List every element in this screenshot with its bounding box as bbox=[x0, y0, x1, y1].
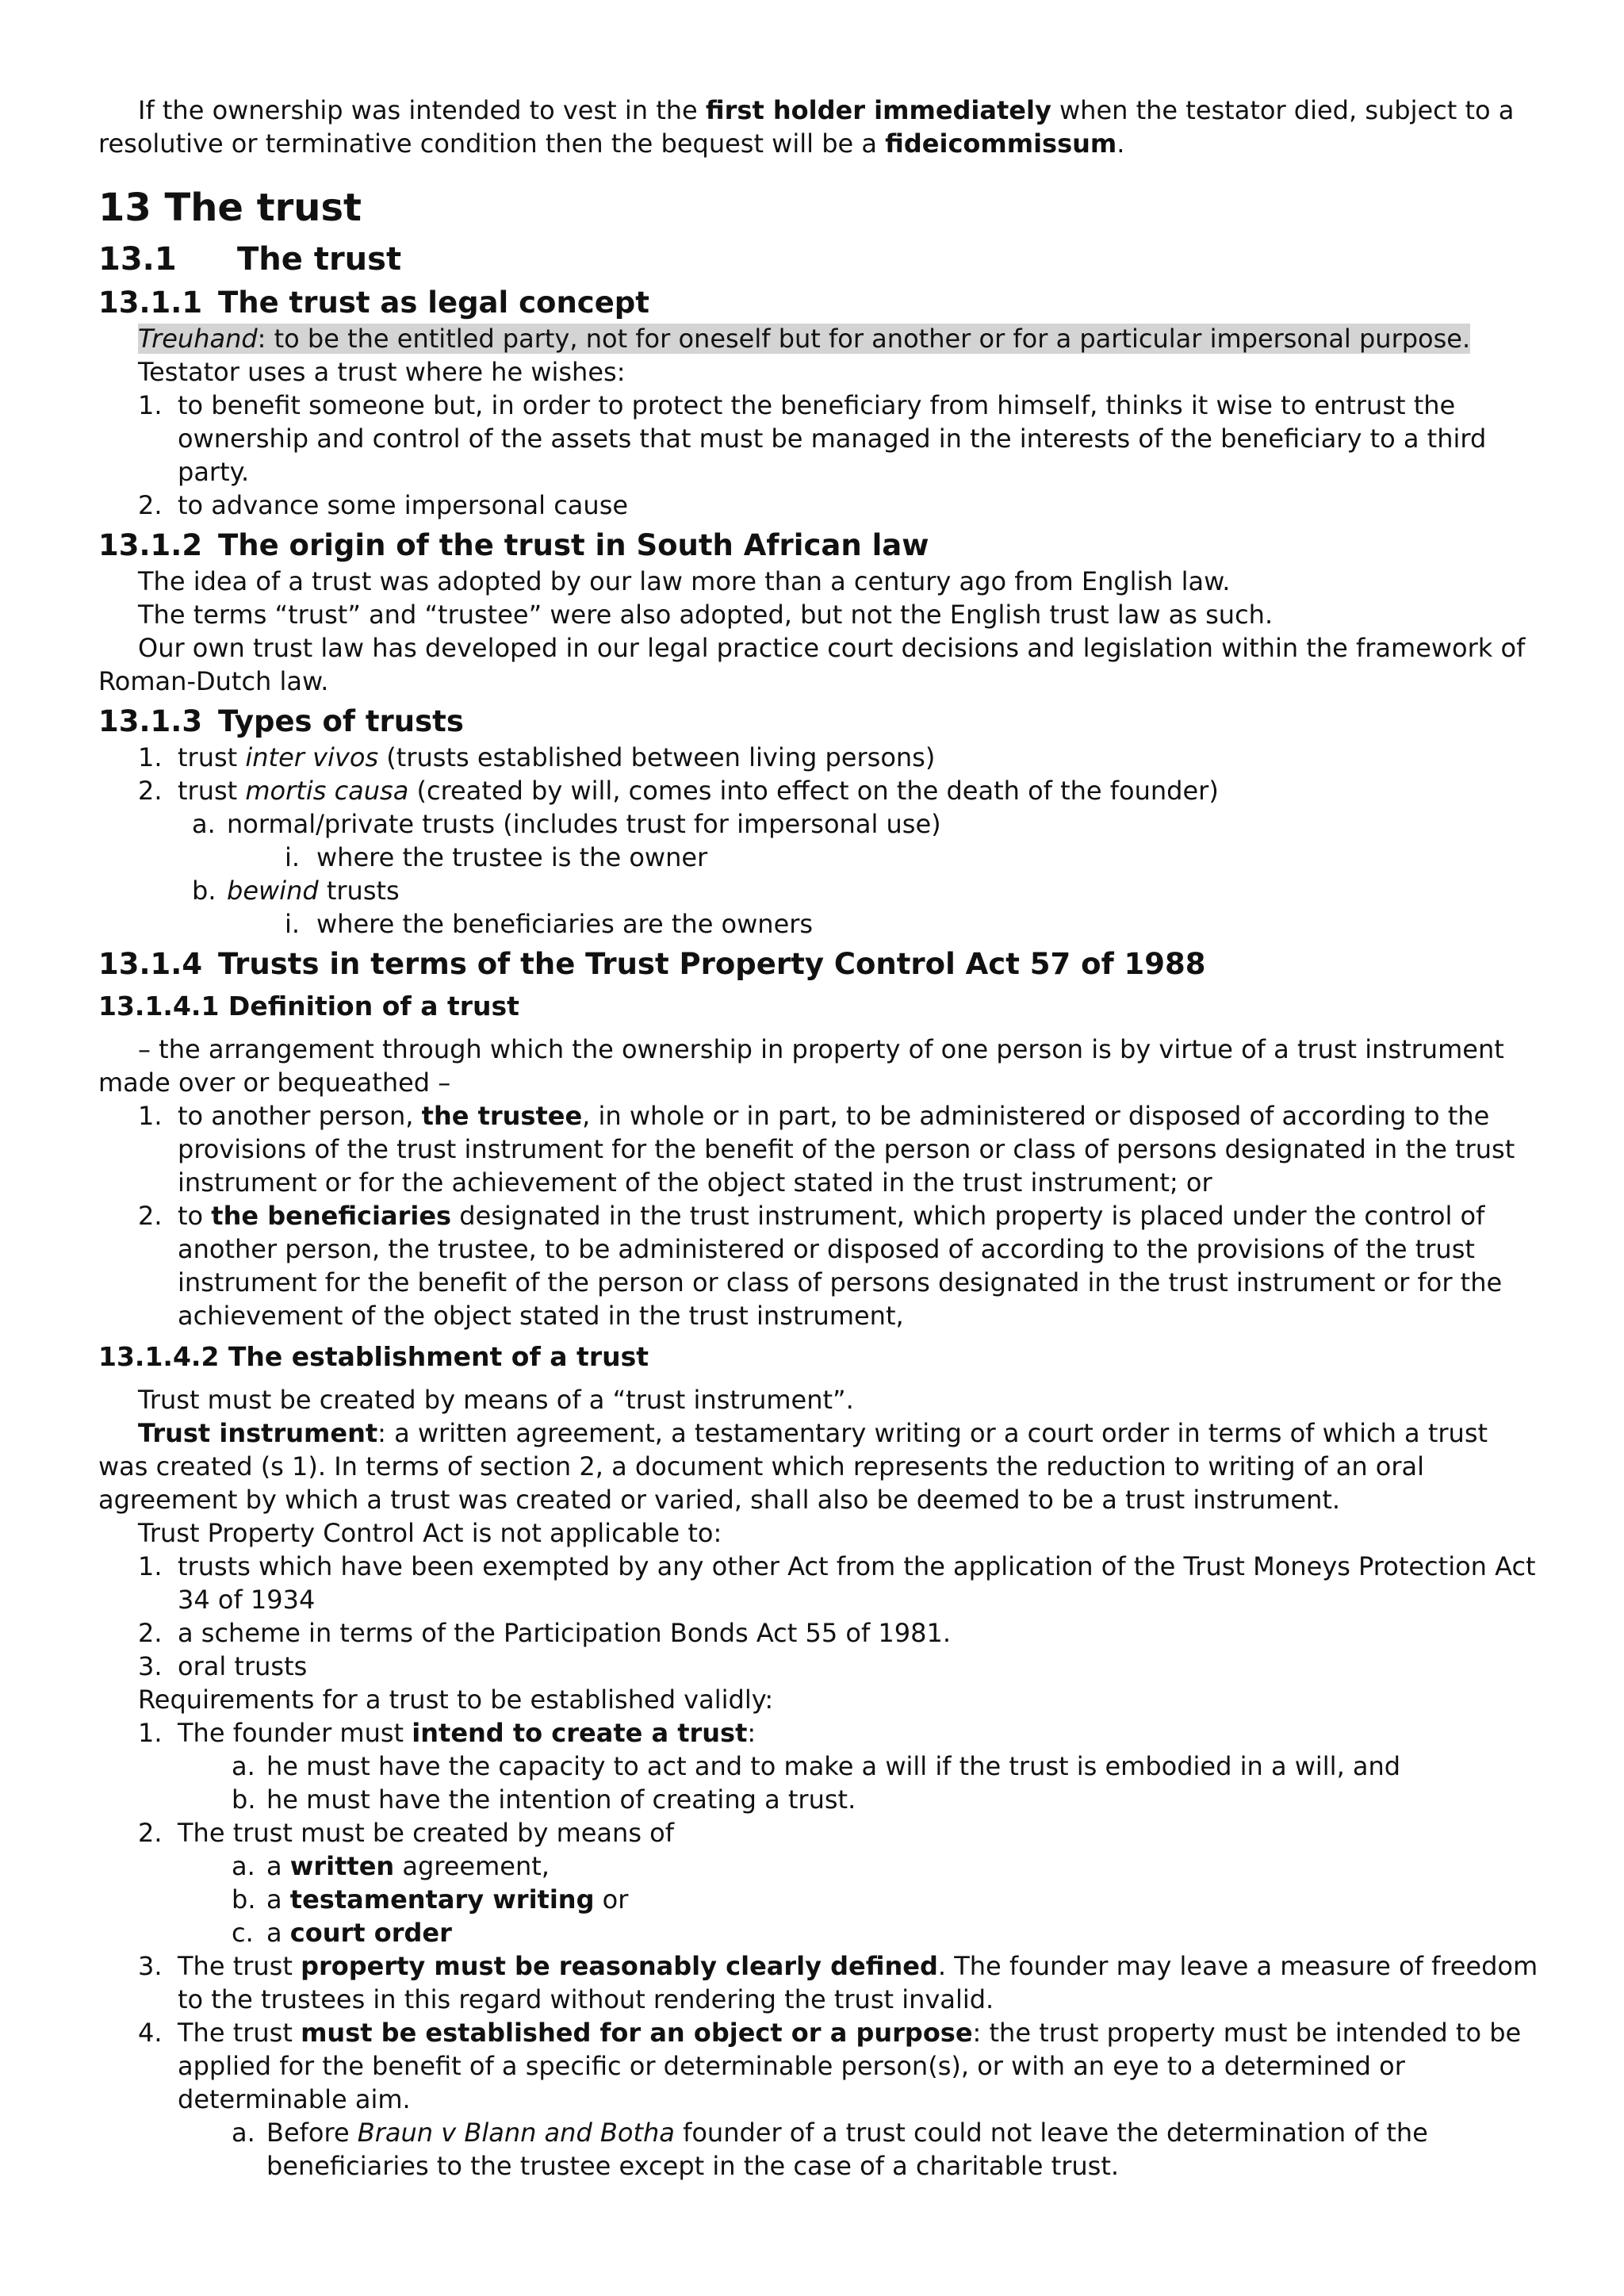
list-marker: a. bbox=[232, 1851, 255, 1881]
types-subsublist bbox=[98, 907, 1542, 941]
list-marker: 4. bbox=[138, 2018, 163, 2048]
list-item bbox=[138, 1716, 1542, 1816]
list-marker: b. bbox=[232, 1884, 256, 1915]
section-number: 13.1.3 bbox=[98, 704, 203, 738]
list-item-text: : bbox=[747, 1718, 756, 1748]
list-marker: 3. bbox=[138, 1951, 163, 1981]
types-subsublist bbox=[98, 841, 1542, 874]
section-heading-13-1-4-1 bbox=[98, 990, 1542, 1023]
list-marker: 2. bbox=[138, 490, 163, 520]
chapter-heading: 13 The trust bbox=[98, 186, 362, 230]
requirements-list bbox=[98, 1716, 1542, 2183]
uses-list bbox=[98, 389, 1542, 522]
treuhand-definition bbox=[98, 322, 1542, 355]
list-marker: b. bbox=[232, 1784, 256, 1815]
list-item-text: a bbox=[266, 1851, 290, 1881]
list-item-text: he must have the capacity to act and to make a will if the trust is embodied in a will, and bbox=[266, 1751, 1401, 1781]
intro-text-2: when the testator died, subject to a resolutive or terminative condition then the bequest will be a bbox=[98, 95, 1515, 159]
list-item bbox=[277, 907, 1542, 941]
list-item-text: . The founder may leave a measure of freedom to the trustees in this regard without rendering the trust invalid. bbox=[178, 1951, 1538, 2014]
section-title: Definition of a trust bbox=[228, 991, 519, 1022]
list-item bbox=[138, 741, 1542, 774]
list-marker: 1. bbox=[138, 742, 163, 772]
definition-text: : to be the entitled party, not for oneself but for another or for a particular impersonal purpose. bbox=[257, 324, 1471, 354]
bold-term: the beneficiaries bbox=[211, 1201, 452, 1231]
requirements-sublist bbox=[178, 2116, 1542, 2183]
origin-paragraph-1: The idea of a trust was adopted by our law more than a century ago from English law. bbox=[138, 566, 1231, 596]
bold-term: the trustee bbox=[421, 1101, 583, 1131]
section-number: 13.1.2 bbox=[98, 528, 203, 562]
list-marker: 1. bbox=[138, 1551, 163, 1581]
types-sublist bbox=[98, 807, 1542, 841]
list-item-text: or bbox=[594, 1884, 629, 1915]
list-item-text: : the trust property must be intended to be applied for the benefit of a specific or determinable person(s), or with an eye to a determined or determinable aim. bbox=[178, 2018, 1522, 2114]
intro-text-3: . bbox=[1116, 128, 1125, 159]
bold-term: intend to create a trust bbox=[412, 1718, 748, 1748]
section-number: 13.1 bbox=[98, 241, 177, 278]
intro-text-1: If the ownership was intended to vest in the bbox=[138, 95, 706, 125]
list-item-text: designated in the trust instrument, which property is placed under the control of another person, the trustee, to be administered or disposed of according to the provisions of the trust instrument for the benefit of the person or class of persons designated in the trust instrument or for the achievement of the object stated in the trust instrument, bbox=[178, 1201, 1503, 1331]
not-applicable-list bbox=[98, 1550, 1542, 1683]
list-item-text: The trust bbox=[178, 1951, 301, 1981]
list-item-text: (trusts established between living persons) bbox=[378, 742, 936, 772]
establishment-paragraph-2 bbox=[98, 1416, 1542, 1516]
section-title: The trust as legal concept bbox=[218, 286, 649, 320]
origin-paragraph-3: Our own trust law has developed in our legal practice court decisions and legislation within the framework of Roman-Dutch law. bbox=[98, 633, 1526, 696]
list-item bbox=[138, 1650, 1542, 1683]
section-title: The trust bbox=[237, 241, 402, 278]
document-page bbox=[98, 94, 1542, 2183]
list-item-text: a scheme in terms of the Participation Bonds Act 55 of 1981. bbox=[178, 1618, 951, 1648]
list-marker: 1. bbox=[138, 1718, 163, 1748]
highlighted-definition bbox=[138, 324, 1470, 354]
bold-term: testamentary writing bbox=[289, 1884, 595, 1915]
section-heading-13-1-3 bbox=[98, 704, 1542, 739]
list-item-text: where the trustee is the owner bbox=[316, 842, 708, 872]
list-item bbox=[138, 1199, 1542, 1332]
bold-term: court order bbox=[289, 1918, 452, 1948]
types-sublist bbox=[98, 874, 1542, 907]
section-heading-13-1 bbox=[98, 240, 1542, 279]
list-marker: 1. bbox=[138, 390, 163, 420]
list-marker: b. bbox=[192, 876, 216, 906]
list-item-text: to benefit someone but, in order to protect the beneficiary from himself, thinks it wise to entrust the ownership and control of the assets that must be managed in the interests of the beneficiary to a third party. bbox=[178, 390, 1487, 487]
bold-term: must be established for an object or a purpose bbox=[301, 2018, 973, 2048]
list-item-text: (created by will, comes into effect on the death of the founder) bbox=[408, 776, 1219, 806]
list-item-text: The trust must be created by means of bbox=[178, 1818, 674, 1848]
section-title: The origin of the trust in South African law bbox=[218, 528, 929, 562]
section-title: Trusts in terms of the Trust Property Control Act 57 of 1988 bbox=[218, 947, 1206, 981]
list-item bbox=[178, 807, 1542, 841]
list-marker: a. bbox=[232, 2118, 255, 2148]
types-list bbox=[98, 741, 1542, 807]
list-item-text: where the beneficiaries are the owners bbox=[316, 909, 814, 939]
list-item bbox=[178, 874, 1542, 907]
list-marker: i. bbox=[285, 842, 301, 872]
requirements-intro: Requirements for a trust to be established validly: bbox=[138, 1685, 774, 1715]
intro-bold-1: first holder immediately bbox=[705, 95, 1051, 125]
list-item bbox=[217, 1916, 1542, 1949]
definition-term: Treuhand bbox=[138, 324, 258, 354]
section-heading-13-1-4 bbox=[98, 947, 1542, 982]
list-item-text: oral trusts bbox=[178, 1651, 308, 1681]
list-item-text: founder of a trust could not leave the determination of the beneficiaries to the trustee except in the case of a charitable trust. bbox=[266, 2118, 1428, 2181]
section-number: 13.1.4.2 bbox=[98, 1341, 220, 1372]
not-applicable-intro: Trust Property Control Act is not applicable to: bbox=[138, 1518, 722, 1548]
list-item-text: The founder must bbox=[178, 1718, 412, 1748]
list-item-text: trust bbox=[178, 742, 246, 772]
list-marker: i. bbox=[285, 909, 301, 939]
list-item-text: trusts which have been exempted by any other Act from the application of the Trust Moneys Protection Act 34 of 1934 bbox=[178, 1551, 1536, 1615]
origin-paragraph-2: The terms “trust” and “trustee” were also adopted, but not the English trust law as such. bbox=[138, 600, 1274, 630]
list-item bbox=[217, 1849, 1542, 1883]
section-number: 13.1.1 bbox=[98, 286, 203, 320]
bold-term: Trust instrument bbox=[138, 1418, 378, 1448]
list-item-text: to advance some impersonal cause bbox=[178, 490, 629, 520]
requirements-sublist bbox=[178, 1849, 1542, 1949]
list-marker: 1. bbox=[138, 1101, 163, 1131]
list-item bbox=[138, 1616, 1542, 1650]
list-marker: 2. bbox=[138, 1818, 163, 1848]
section-heading-13-1-1 bbox=[98, 286, 1542, 320]
requirements-sublist bbox=[178, 1750, 1542, 1816]
list-item bbox=[217, 1883, 1542, 1916]
list-item-text: The trust bbox=[178, 2018, 301, 2048]
uses-intro: Testator uses a trust where he wishes: bbox=[138, 357, 626, 387]
definition-intro: – the arrangement through which the ownership in property of one person is by virtue of a trust instrument made over or bequeathed – bbox=[98, 1034, 1504, 1098]
list-item-text: a bbox=[266, 1918, 290, 1948]
section-heading-13-1-4-2 bbox=[98, 1340, 1542, 1374]
list-item-text: trusts bbox=[318, 876, 400, 906]
list-item-text: , in whole or in part, to be administered or disposed of according to the provisions of the trust instrument for the benefit of the person or class of persons designated in the trust instrument or for the achievement of the object stated in the trust instrument; or bbox=[178, 1101, 1515, 1198]
section-title: The establishment of a trust bbox=[228, 1341, 649, 1372]
list-item bbox=[138, 1550, 1542, 1616]
list-marker: 2. bbox=[138, 1618, 163, 1648]
definition-list bbox=[98, 1099, 1542, 1332]
list-marker: c. bbox=[232, 1918, 254, 1948]
latin-term: bewind bbox=[227, 876, 319, 906]
list-item-text: to another person, bbox=[178, 1101, 422, 1131]
list-marker: a. bbox=[232, 1751, 255, 1781]
list-item bbox=[138, 489, 1542, 522]
list-item bbox=[217, 1783, 1542, 1816]
latin-term: mortis causa bbox=[245, 776, 409, 806]
list-item bbox=[138, 1099, 1542, 1199]
list-item-text: to bbox=[178, 1201, 212, 1231]
section-number: 13.1.4.1 bbox=[98, 991, 220, 1022]
latin-term: inter vivos bbox=[245, 742, 379, 772]
intro-bold-2: fideicommissum bbox=[885, 128, 1117, 159]
case-name: Braun v Blann and Botha bbox=[357, 2118, 675, 2148]
list-item-text: trust bbox=[178, 776, 246, 806]
list-item-text: Before bbox=[266, 2118, 358, 2148]
list-marker: 2. bbox=[138, 776, 163, 806]
list-item bbox=[138, 2016, 1542, 2183]
list-marker: 3. bbox=[138, 1651, 163, 1681]
bold-term: property must be reasonably clearly defined bbox=[301, 1951, 938, 1981]
section-heading-13-1-2 bbox=[98, 528, 1542, 563]
section-number: 13.1.4 bbox=[98, 947, 203, 981]
establishment-paragraph-1: Trust must be created by means of a “trust instrument”. bbox=[138, 1385, 854, 1415]
paragraph-text: : a written agreement, a testamentary writing or a court order in terms of which a trust was created (s 1). In terms of section 2, a document which represents the reduction to writing of an oral agreement by which a trust was created or varied, shall also be deemed to be a trust instrument. bbox=[98, 1418, 1488, 1515]
list-item-text: he must have the intention of creating a trust. bbox=[266, 1784, 856, 1815]
list-item-text: normal/private trusts (includes trust for impersonal use) bbox=[227, 809, 941, 839]
list-marker: a. bbox=[192, 809, 216, 839]
list-item bbox=[217, 2116, 1542, 2183]
list-item bbox=[138, 1816, 1542, 1949]
list-item bbox=[217, 1750, 1542, 1783]
section-title: Types of trusts bbox=[218, 704, 464, 738]
list-item-text: agreement, bbox=[394, 1851, 550, 1881]
list-item bbox=[138, 389, 1542, 489]
list-item-text: a bbox=[266, 1884, 290, 1915]
bold-term: written bbox=[289, 1851, 395, 1881]
list-item bbox=[138, 774, 1542, 807]
list-item bbox=[277, 841, 1542, 874]
list-item bbox=[138, 1949, 1542, 2016]
intro-paragraph bbox=[98, 94, 1542, 160]
list-marker: 2. bbox=[138, 1201, 163, 1231]
